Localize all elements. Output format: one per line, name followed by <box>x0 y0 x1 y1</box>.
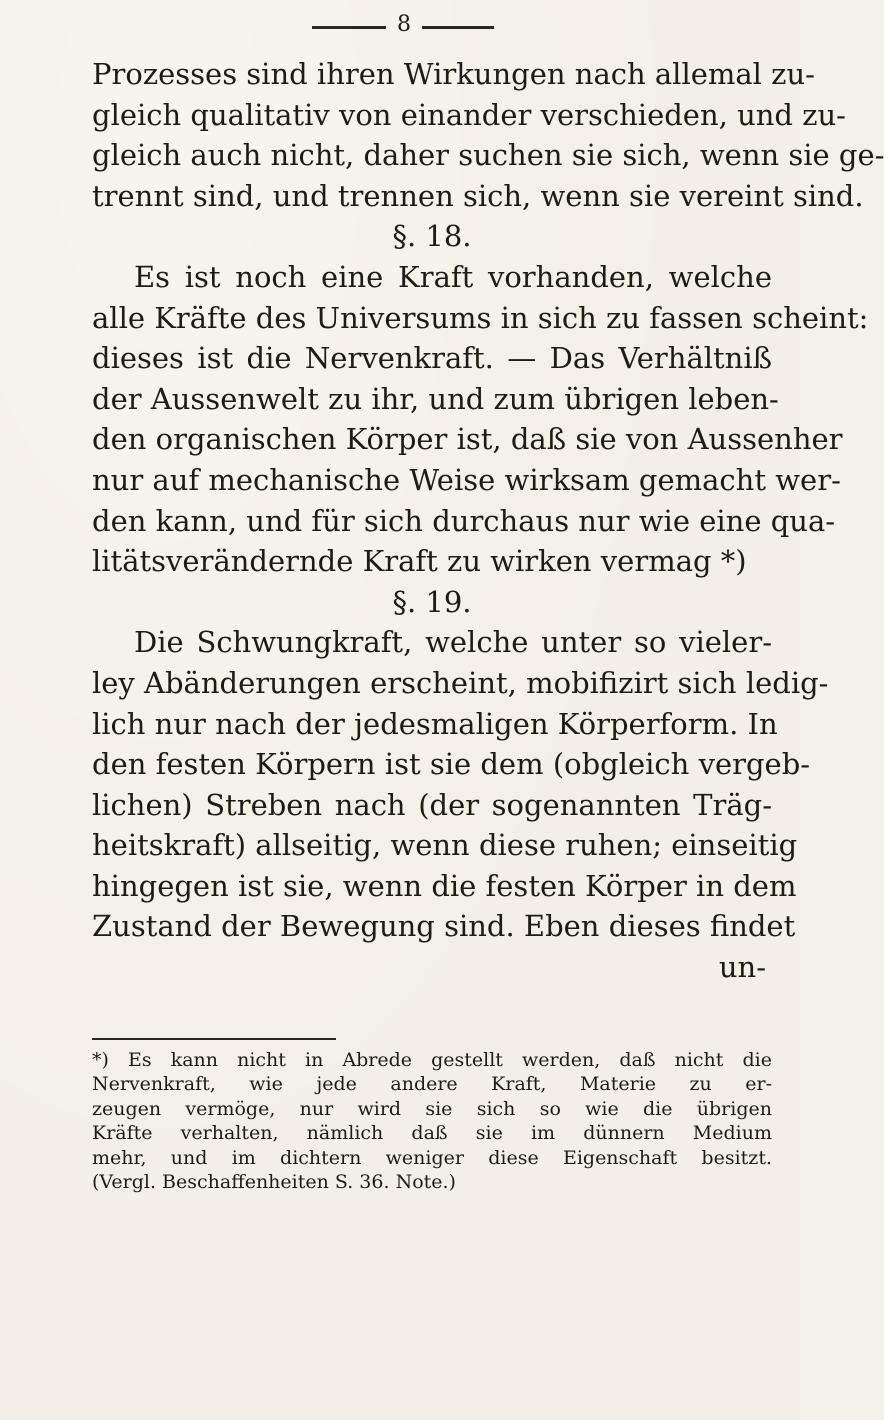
header-rule-left <box>312 26 386 29</box>
text-line: der Aussenwelt zu ihr, und zum übrigen leben- <box>92 381 779 416</box>
text-line: heitskraft) allseitig, wenn diese ruhen; einseitig <box>92 828 798 863</box>
footnote <box>92 1048 772 1194</box>
section-heading-19: §. 19. <box>392 584 472 619</box>
text-line: trennt sind, und trennen sich, wenn sie vereint sind. <box>92 178 864 213</box>
catchword: un- <box>718 950 766 985</box>
footnote-line: *) Es kann nicht in Abrede gestellt werden, daß nicht die <box>92 1049 772 1071</box>
page-header <box>0 14 800 38</box>
text-line: Die Schwungkraft, welche unter so vieler- <box>134 625 772 660</box>
text-line: lich nur nach der jedesmaligen Körperform. In <box>92 706 778 741</box>
text-line: gleich auch nicht, daher suchen sie sich, wenn sie ge- <box>92 138 884 173</box>
footnote-rule <box>92 1038 336 1040</box>
text-line: Zustand der Bewegung sind. Eben dieses findet <box>92 909 796 944</box>
footnote-line: Nervenkraft, wie jede andere Kraft, Materie zu er- <box>92 1073 772 1096</box>
text-line: litätsverändernde Kraft zu wirken vermag *) <box>92 544 747 579</box>
footnote-line: Kräfte verhalten, nämlich daß sie im dünnern Medium <box>92 1122 772 1145</box>
text-line: nur auf mechanische Weise wirksam gemacht wer- <box>92 462 841 497</box>
text-line: gleich qualitativ von einander verschieden, und zu- <box>92 97 846 132</box>
text-line: alle Kräfte des Universums in sich zu fassen scheint: <box>92 300 869 335</box>
text-line: dieses ist die Nervenkraft. — Das Verhältniß <box>92 341 772 376</box>
text-line: ley Abänderungen erscheint, mobifizirt sich ledig- <box>92 665 829 700</box>
text-line: Prozesses sind ihren Wirkungen nach allemal zu- <box>92 57 815 91</box>
text-line: lichen) Streben nach (der sogenannten Träg- <box>92 787 772 822</box>
header-rule-right <box>422 26 494 29</box>
section-heading-18: §. 18. <box>392 219 472 254</box>
footnote-line: mehr, und im dichtern weniger diese Eigenschaft besitzt. <box>92 1146 772 1169</box>
text-line: Es ist noch eine Kraft vorhanden, welche <box>134 259 772 294</box>
footnote-line: zeugen vermöge, nur wird sie sich so wie die übrigen <box>92 1097 772 1120</box>
main-text <box>92 54 884 988</box>
text-line: den kann, und für sich durchaus nur wie eine qua- <box>92 503 836 538</box>
text-line: den organischen Körper ist, daß sie von Aussenher <box>92 422 843 457</box>
text-line: hingegen ist sie, wenn die festen Körper in dem <box>92 868 797 903</box>
text-line: den festen Körpern ist sie dem (obgleich vergeb- <box>92 747 811 782</box>
page-number: 8 <box>397 12 411 37</box>
footnote-line: (Vergl. Beschaffenheiten S. 36. Note.) <box>92 1170 456 1193</box>
